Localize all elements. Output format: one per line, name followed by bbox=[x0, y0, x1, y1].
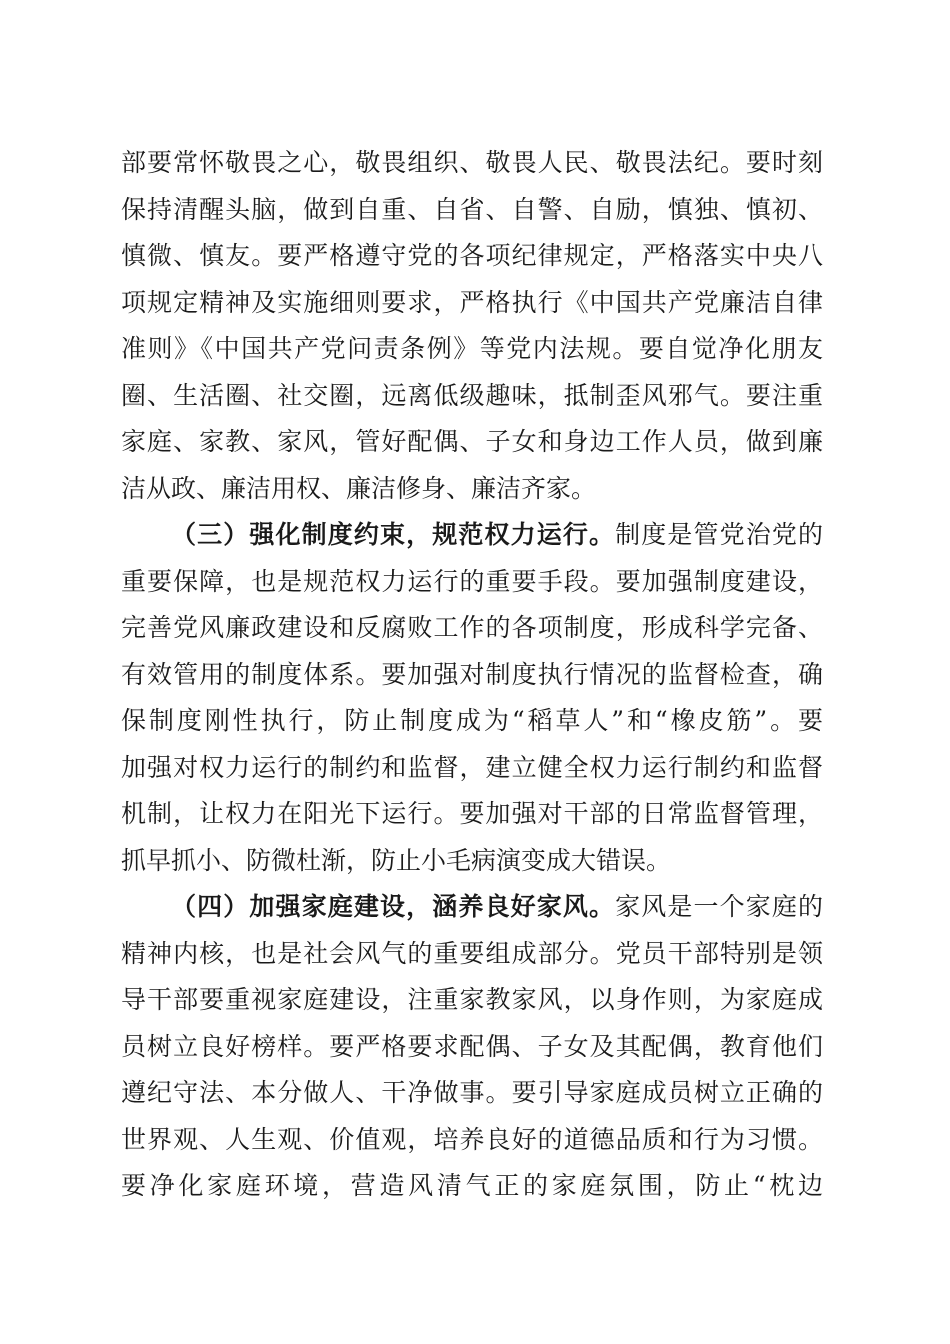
text-line: 保持清醒头脑，做到自重、自省、自警、自励，慎独、慎初、 bbox=[121, 194, 823, 224]
text-line: 世界观、人生观、价值观，培养良好的道德品质和行为习惯。 bbox=[121, 1124, 823, 1154]
paragraph-system-constraints bbox=[121, 512, 823, 884]
text-line: 抓早抓小、防微杜渐，防止小毛病演变成大错误。 bbox=[121, 845, 672, 875]
text-line: 精神内核，也是社会风气的重要组成部分。党员干部特别是领 bbox=[121, 938, 823, 968]
text-line: 慎微、慎友。要严格遵守党的各项纪律规定，严格落实中央八 bbox=[121, 241, 823, 270]
text-line: 部要常怀敬畏之心，敬畏组织、敬畏人民、敬畏法纪。要时刻 bbox=[121, 148, 823, 177]
paragraph-text: 制度是管党治党的 bbox=[615, 520, 823, 549]
text-line: 有效管用的制度体系。要加强对制度执行情况的监督检查，确 bbox=[121, 659, 823, 689]
text-line: 加强对权力运行的制约和监督，建立健全权力运行制约和监督 bbox=[121, 752, 823, 782]
text-line: 家庭、家教、家风，管好配偶、子女和身边工作人员，做到廉 bbox=[121, 427, 823, 456]
text-line: 圈、生活圈、社交圈，远离低级趣味，抵制歪风邪气。要注重 bbox=[121, 380, 823, 410]
paragraph-text: 家风是一个家庭的 bbox=[615, 892, 823, 921]
paragraph-first-line bbox=[121, 884, 823, 931]
section-heading: （四）加强家庭建设，涵养良好家风。 bbox=[171, 892, 616, 921]
text-line: 遵纪守法、本分做人、干净做事。要引导家庭成员树立正确的 bbox=[121, 1078, 823, 1107]
text-line: 项规定精神及实施细则要求，严格执行《中国共产党廉洁自律 bbox=[121, 287, 823, 317]
text-line: 员树立良好榜样。要严格要求配偶、子女及其配偶，教育他们 bbox=[121, 1031, 823, 1061]
text-line: 机制，让权力在阳光下运行。要加强对干部的日常监督管理， bbox=[121, 799, 823, 828]
text-line: 要净化家庭环境，营造风清气正的家庭氛围，防止“枕边 bbox=[121, 1171, 823, 1200]
text-line: 保制度刚性执行，防止制度成为“稻草人”和“橡皮筋”。要 bbox=[121, 706, 823, 735]
text-line: 完善党风廉政建设和反腐败工作的各项制度，形成科学完备、 bbox=[121, 613, 823, 642]
paragraph-family-building bbox=[121, 884, 823, 1210]
document-body bbox=[121, 140, 823, 1210]
text-line: 重要保障，也是规范权力运行的重要手段。要加强制度建设， bbox=[121, 566, 823, 596]
paragraph-integrity bbox=[121, 140, 823, 512]
section-heading: （三）强化制度约束，规范权力运行。 bbox=[171, 520, 616, 549]
text-line: 准则》《中国共产党问责条例》等党内法规。要自觉净化朋友 bbox=[121, 334, 823, 363]
text-line: 洁从政、廉洁用权、廉洁修身、廉洁齐家。 bbox=[121, 473, 597, 503]
text-line: 导干部要重视家庭建设，注重家教家风，以身作则，为家庭成 bbox=[121, 985, 823, 1014]
paragraph-first-line bbox=[121, 512, 823, 559]
